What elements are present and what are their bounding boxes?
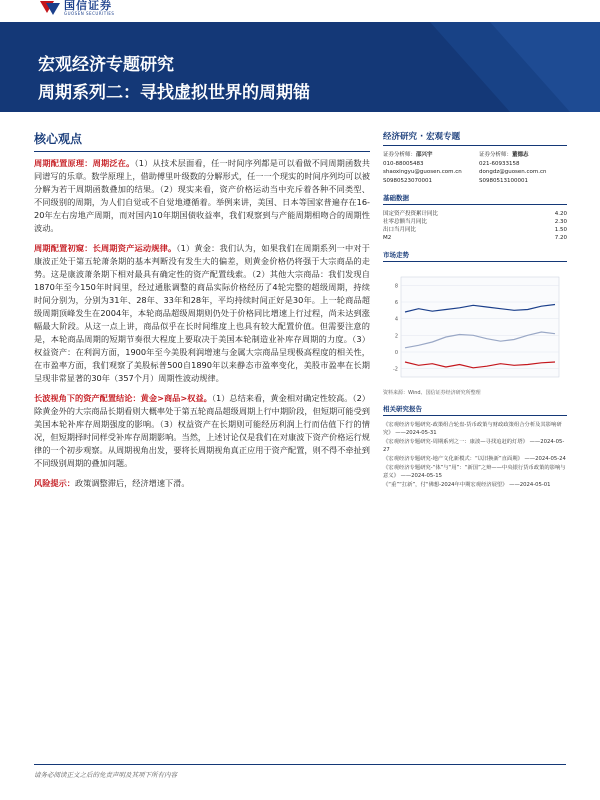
market-trend-title: 市场走势: [383, 251, 409, 259]
market-trend-svg: [383, 267, 567, 387]
paragraph-body: 政策调整滞后，经济增速下滑。: [74, 478, 190, 488]
chart-y-tick: 2: [394, 333, 398, 340]
basic-data-value: 2.30: [554, 219, 567, 225]
paragraph-lead: 长波视角下的资产配置结论：黄金>商品>权益。: [34, 393, 212, 403]
logo-bar: [0, 0, 600, 22]
chart-plot-area: [401, 277, 559, 377]
guosen-logo: [40, 0, 114, 16]
banner-decoration: [340, 22, 600, 112]
paragraph-lead: 周期配置原理：周期泛在。: [34, 158, 135, 168]
chart-y-tick: 4: [394, 316, 398, 323]
basic-data-value: 4.20: [554, 211, 567, 217]
analyst-phone: 021-60933158: [479, 160, 520, 167]
analyst-cert: S0980523070001: [383, 177, 432, 184]
basic-data-label: 国定资产投资累计同比: [383, 211, 439, 217]
basic-data-title: 基础数据: [383, 194, 409, 202]
related-report-link[interactable]: 《宏观经济专题研究-地产文化新模式：“以旧换新”直面期》 ——2024-05-24: [383, 456, 566, 462]
analyst-phone: 010-88005483: [383, 160, 424, 167]
chart-y-tick: -2: [393, 366, 398, 373]
basic-data-row: [383, 234, 567, 242]
analyst-name: 董德志: [512, 152, 529, 158]
basic-data-row: [383, 226, 567, 234]
basic-data-row: [383, 218, 567, 226]
chart-source: 资料来源：Wind、国信证券经济研究所整理: [383, 390, 481, 396]
section-divider: [34, 151, 370, 152]
analyst-email[interactable]: shaoxingyu@guosen.com.cn: [383, 169, 462, 175]
related-report-link[interactable]: 《宏观经济专题研究-周期系列之一：康波—寻找追赶的灯塔》 ——2024-05-27: [383, 439, 565, 453]
market-trend-chart: [383, 267, 567, 387]
chart-y-tick: 0: [394, 350, 398, 356]
paragraph-conclusion: [34, 392, 370, 470]
related-reports-list: [383, 421, 567, 489]
chart-y-tick: 8: [394, 283, 398, 290]
sidebar-divider: [383, 204, 567, 205]
paragraph-lead: 风险提示：: [34, 478, 75, 488]
basic-data-table: [383, 210, 567, 242]
analyst-name: 邵兴宇: [416, 152, 433, 158]
basic-data-label: M2: [383, 235, 392, 241]
sidebar-divider: [383, 415, 567, 416]
logo-cn: 国信证券: [64, 0, 112, 12]
core-views: [34, 130, 370, 497]
basic-data-label: 出口当月同比: [383, 227, 417, 233]
analyst-email[interactable]: dongdz@guosen.com.cn: [479, 169, 547, 175]
paragraph-risk: [34, 477, 370, 490]
footer-divider: [34, 764, 566, 765]
report-title: 周期系列二：寻找虚拟世界的周期锚: [38, 83, 310, 103]
basic-data-row: [383, 210, 567, 218]
analyst-2: [479, 151, 567, 185]
title-banner: [0, 22, 600, 112]
report-category: 经济研究 · 宏观专题: [383, 132, 461, 142]
sidebar-divider: [383, 145, 567, 146]
paragraph-body: （1）总结来看，黄金相对确定性较高。（2）除黄金外的大宗商品长期看则大概率处于第五轮商品超级周期上行中期阶段，但短期可能受到美国本轮补库存周期强度的影响。（3）权益资产在长期则可能经历利润上行而估值下行的情况，但短期择时同样受补库存周期影响。当然，上述讨论仅是我们在对康波下资产价格运行规律的一个初步观察。从周期视角出发，要将长周期视角真正应用于资产配置，则不得不牵扯到不同级别周期的叠加问题。: [34, 393, 370, 468]
basic-data-label: 社零总额当月同比: [383, 219, 428, 225]
sidebar: [383, 130, 567, 490]
paragraph-body: （1）黄金：我们认为，如果我们在周期系列一中对于康波正处于第五轮萧条期的基本判断没有发生大的偏差，则黄金价格仍将强于大宗商品的走势。这是康波萧条期下相对最具有确定性的资产配置线索。（2）其他大宗商品：我们发现自1870年至今150年时间里，经过通胀调整的商品实际价格经历了4轮完整的超级周期，持续时间分别为，分别为31年、28年、33年和28年，平均持续时间正好是30年。上一轮商品超级周期顶峰发生在2004年，本轮商品超级周期则仍处于价格同比增速上行过程，尚未达到涨幅最大阶段。从这一点上讲，商品似乎在长时间维度上也具有较大配置价值。但需要注意的是，本轮商品周期的短期节奏很大程度上要取决于美国本轮制造业补库存周期的力度。（3）权益资产：在利润方面，1900年至今美股利润增速与金属大宗商品呈现极高程度的相关性，在市盈率方面，我们观察了美股标普500自1890年以来静态市盈率变化，美股市盈率在长期呈现非常显著的30年（357个月）周期性波动规律。: [34, 243, 370, 383]
analyst-1: [383, 151, 471, 185]
basic-data-value: 7.20: [554, 235, 567, 241]
paragraph-body: （1）从技术层面看，任一时间序列都是可以看做不同周期函数共同谱写的乐章。数学原理上，借助傅里叶级数的分解形式，任一一个现实的时间序列均可以被分解为若干周期函数叠加的结果。（2）现实来看，资产价格运动当中充斥着各种不同类型、不同级别的周期，为人们自觉或不自觉地遵循着。举例来讲，美国、日本等国家普遍存在16-20年左右房地产周期，而对国内10年期国债收益率，我们观察到与产能周期相吻合的周期性波动。: [34, 158, 370, 233]
report-series-title: 宏观经济专题研究: [38, 55, 174, 75]
chart-y-tick: 6: [394, 300, 398, 306]
section-title: 核心观点: [34, 132, 83, 146]
analyst-role: 证券分析师：: [479, 152, 513, 158]
related-report-link[interactable]: 《宏观经济专题研究-政策组合轮盘-货币政策与财政政策组合分析及其影响研究》 ——2024-05-31: [383, 422, 562, 436]
footer-disclaimer: 请务必阅读正文之后的免责声明及其项下所有内容: [34, 771, 177, 779]
related-report-link[interactable]: 《宏观经济专题研究-“体”与“用”：“新国”之辩——中央银行货币政策的影响与意义》 ——2024-05-15: [383, 465, 566, 479]
basic-data-value: 1.50: [554, 227, 567, 233]
related-report-link[interactable]: 《“重”“扛新”，付“佛想-2024年中期宏观经济展望》 ——2024-05-01: [383, 482, 551, 488]
logo-en: GUOSEN SECURITIES: [64, 11, 115, 16]
paragraph-cycle-principle: [34, 157, 370, 235]
guosen-logo-icon: [40, 1, 60, 15]
analyst-role: 证券分析师：: [383, 152, 417, 158]
paragraph-long-cycle: [34, 242, 370, 385]
sidebar-divider: [383, 261, 567, 262]
analyst-cert: S0980513100001: [479, 177, 528, 184]
related-reports-title: 相关研究报告: [383, 405, 422, 413]
analyst-block: [383, 151, 567, 185]
paragraph-lead: 周期配置初窥：长周期资产运动规律。: [34, 243, 177, 253]
